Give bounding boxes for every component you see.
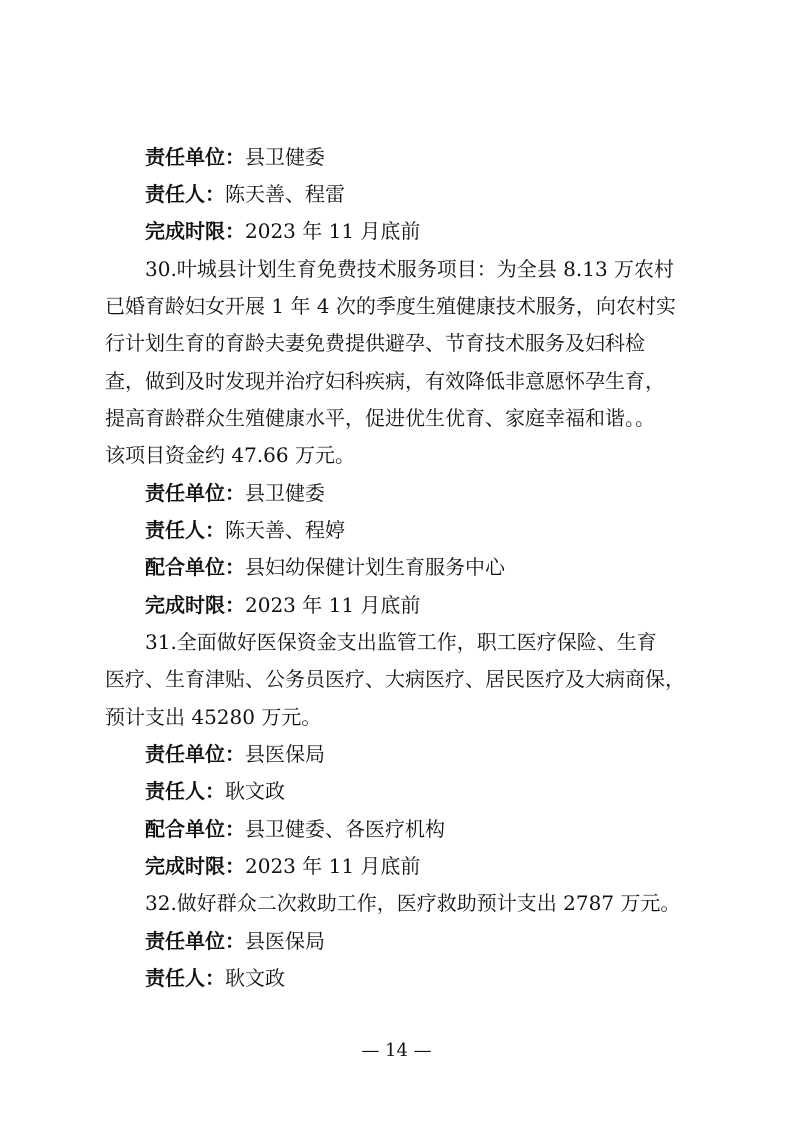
item-30-paragraph-line: 提高育龄群众生殖健康水平，促进优生优育、家庭幸福和谐。。 <box>105 406 655 430</box>
deadline-line <box>145 216 695 246</box>
responsible-unit-value: 县卫健委 <box>245 481 325 505</box>
cooperating-unit-line <box>145 814 695 844</box>
responsible-unit-value: 县医保局 <box>245 742 325 766</box>
responsible-unit-value: 县卫健委 <box>245 145 325 169</box>
responsible-person-line <box>145 515 695 545</box>
deadline-label: 完成时限： <box>145 593 245 617</box>
cooperating-unit-value: 县妇幼保健计划生育服务中心 <box>245 555 505 579</box>
item-30-paragraph-line: 该项目资金约 47.66 万元。 <box>105 443 355 467</box>
deadline-line <box>145 851 695 881</box>
deadline-line <box>145 590 695 620</box>
deadline-value: 2023 年 11 月底前 <box>245 854 421 878</box>
responsible-person-value: 耿文政 <box>225 966 285 990</box>
responsible-unit-line <box>145 142 695 172</box>
responsible-unit-line <box>145 478 695 508</box>
item-31-paragraph-line: 医疗、生育津贴、公务员医疗、大病医疗、居民医疗及大病商保， <box>105 667 685 691</box>
item-30-paragraph-line: 30.叶城县计划生育免费技术服务项目：为全县 8.13 万农村 <box>145 257 675 281</box>
item-30-paragraph-line: 行计划生育的育龄夫妻免费提供避孕、节育技术服务及妇科检 <box>105 331 645 355</box>
responsible-person-label: 责任人： <box>145 182 225 206</box>
item-30-paragraph-line: 已婚育龄妇女开展 1 年 4 次的季度生殖健康技术服务，向农村实 <box>105 294 676 318</box>
responsible-person-value: 陈天善、程婷 <box>225 518 345 542</box>
responsible-unit-label: 责任单位： <box>145 929 245 953</box>
cooperating-unit-label: 配合单位： <box>145 555 245 579</box>
deadline-label: 完成时限： <box>145 854 245 878</box>
deadline-label: 完成时限： <box>145 219 245 243</box>
item-32-paragraph-line: 32.做好群众二次救助工作，医疗救助预计支出 2787 万元。 <box>145 891 681 915</box>
responsible-person-line <box>145 776 695 806</box>
deadline-value: 2023 年 11 月底前 <box>245 219 421 243</box>
responsible-unit-line <box>145 739 695 769</box>
responsible-person-line <box>145 963 695 993</box>
responsible-person-label: 责任人： <box>145 518 225 542</box>
page-number: — 14 — <box>361 1040 432 1061</box>
item-31-paragraph-line: 预计支出 45280 万元。 <box>105 705 322 729</box>
item-31-paragraph-line: 31.全面做好医保资金支出监管工作，职工医疗保险、生育 <box>145 630 657 654</box>
responsible-person-value: 耿文政 <box>225 779 285 803</box>
item-30-paragraph-line: 查，做到及时发现并治疗妇科疾病，有效降低非意愿怀孕生育， <box>105 369 665 393</box>
cooperating-unit-line <box>145 552 695 582</box>
responsible-unit-label: 责任单位： <box>145 742 245 766</box>
responsible-unit-label: 责任单位： <box>145 145 245 169</box>
responsible-person-label: 责任人： <box>145 779 225 803</box>
deadline-value: 2023 年 11 月底前 <box>245 593 421 617</box>
cooperating-unit-label: 配合单位： <box>145 817 245 841</box>
responsible-person-line <box>145 179 695 209</box>
responsible-person-label: 责任人： <box>145 966 225 990</box>
responsible-unit-line <box>145 926 695 956</box>
responsible-unit-label: 责任单位： <box>145 481 245 505</box>
responsible-unit-value: 县医保局 <box>245 929 325 953</box>
responsible-person-value: 陈天善、程雷 <box>225 182 345 206</box>
cooperating-unit-value: 县卫健委、各医疗机构 <box>245 817 445 841</box>
